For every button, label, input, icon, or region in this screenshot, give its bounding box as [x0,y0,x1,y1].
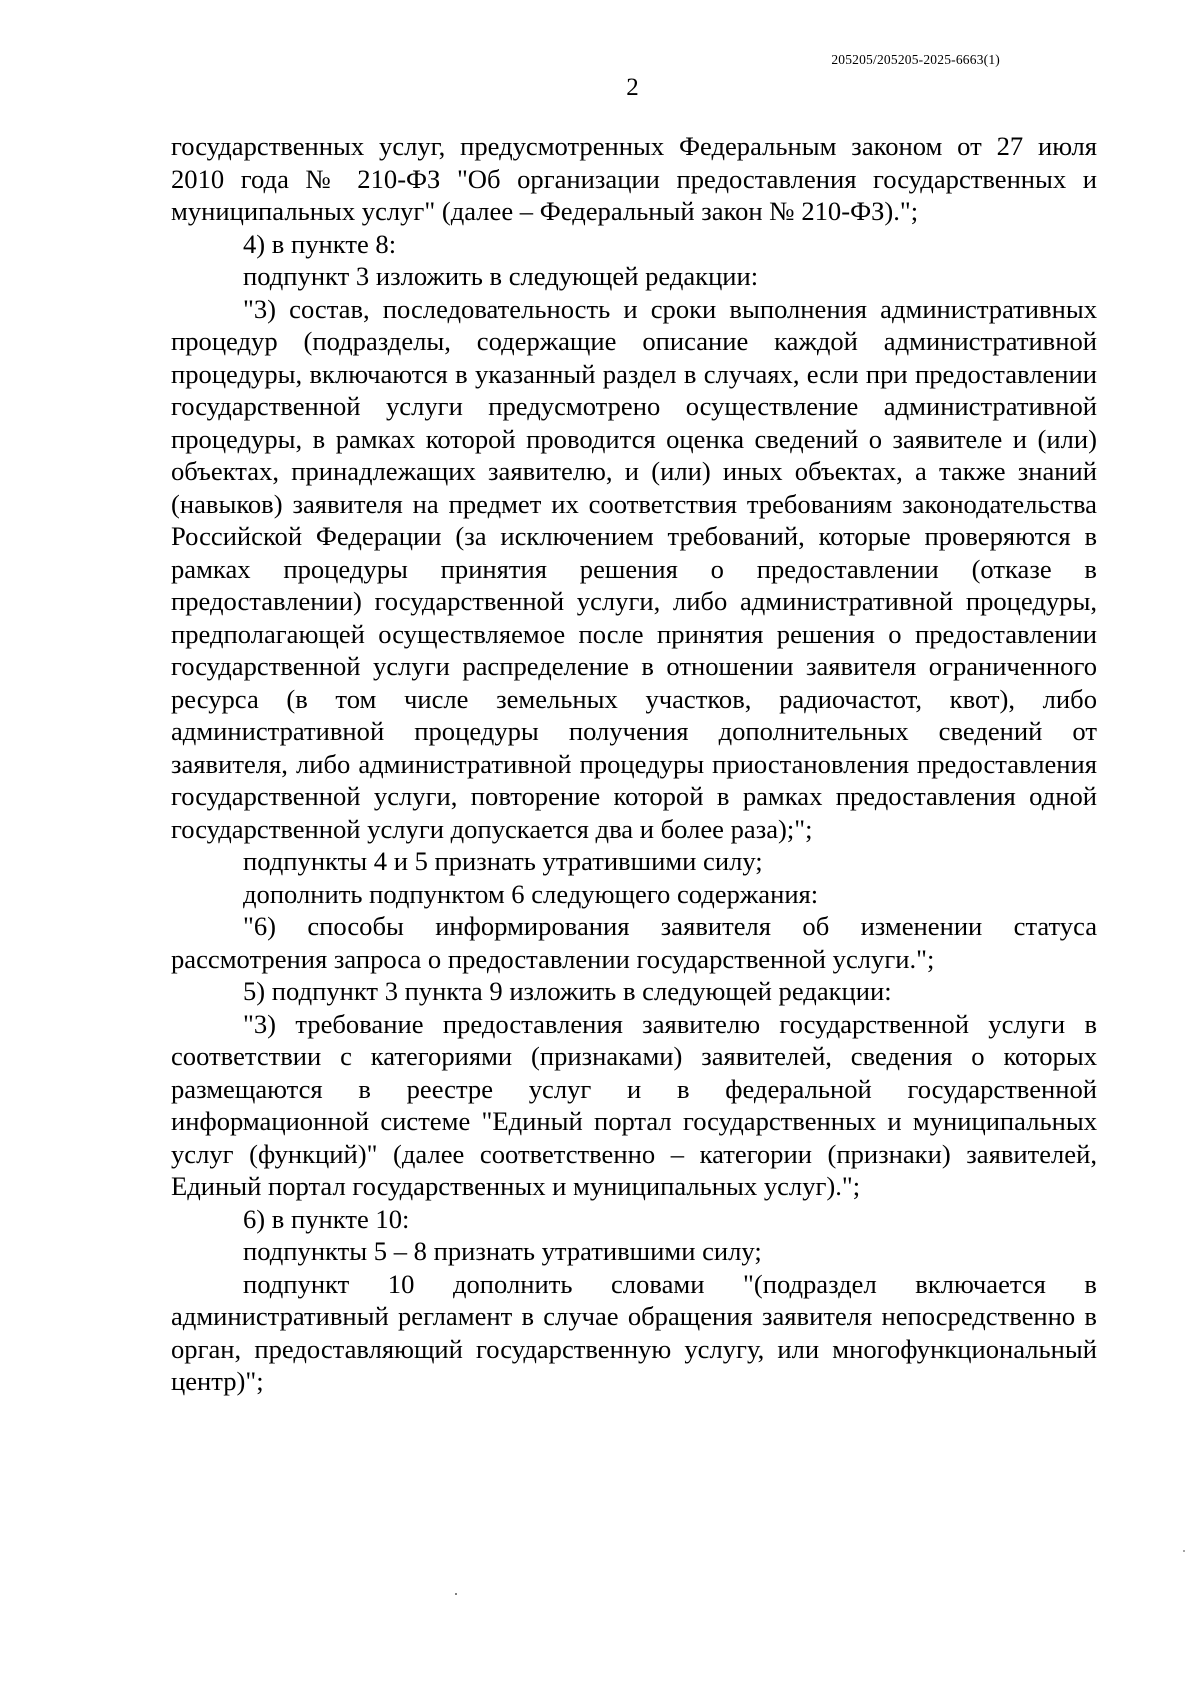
paragraph: "6) способы информирования заявителя об изменении статуса рассмотрения запроса о предоставлении государственной услуги."; [171,911,1097,974]
paragraph: "3) требование предоставления заявителю государственной услуги в соответствии с категориями (признаками) заявителей, сведения о которых размещаются в реестре услуг и в федеральной государственной информационной системе "Единый портал государственных и муниципальных услуг (функций)" (далее соответственно – категории (признаки) заявителей, Единый портал государственных и муниципальных услуг)."; [171,1008,1097,1201]
paragraph: подпункт 10 дополнить словами "(подраздел включается в административный регламент в случае обращения заявителя непосредственно в орган, предоставляющий государственную услугу, или многофункциональный центр)"; [171,1268,1097,1396]
scan-speck [455,1593,457,1595]
scan-speck [1183,1550,1185,1552]
document-id: 205205/205205-2025-6663(1) [831,52,1000,67]
paragraph: подпункт 3 изложить в следующей редакции: [243,261,759,291]
page-number: 2 [626,74,639,101]
paragraph: государственных услуг, предусмотренных Федеральным законом от 27 июля 2010 года № 210-ФЗ "Об организации предоставления государственных и муниципальных услуг" (далее – Федеральный закон № 210-ФЗ)."; [171,131,1097,226]
paragraph: 4) в пункте 8: [243,228,397,259]
paragraph: 5) подпункт 3 пункта 9 изложить в следующей редакции: [243,976,892,1006]
paragraph: подпункты 4 и 5 признать утратившими силу; [243,846,763,876]
paragraph: подпункты 5 – 8 признать утратившими силу; [243,1236,762,1266]
paragraph: "3) состав, последовательность и сроки выполнения административных процедур (подразделы, содержащие описание каждой административной процедуры, включаются в указанный раздел в случаях, если при предоставлении государственной услуги предусмотрено осуществление административной процедуры, в рамках которой проводится оценка сведений о заявителе и (или) объектах, принадлежащих заявителю, и (или) иных объектах, а также знаний (навыков) заявителя на предмет их соответствия требованиям законодательства Российской Федерации (за исключением требований, которые проверяются в рамках процедуры принятия решения о предоставлении (отказе в предоставлении) государственной услуги, либо административной процедуры, предполагающей осуществляемое после принятия решения о предоставлении государственной услуги распределение в отношении заявителя ограниченного ресурса (в том числе земельных участков, радиочастот, квот), либо административной процедуры получения дополнительных сведений от заявителя, либо административной процедуры приостановления предоставления государственной услуги, повторение которой в рамках предоставления одной государственной услуги допускается два и более раза);"; [171,293,1097,844]
paragraph: 6) в пункте 10: [243,1203,410,1234]
document-body [171,130,1097,1398]
paragraph: дополнить подпунктом 6 следующего содержания: [243,878,819,909]
